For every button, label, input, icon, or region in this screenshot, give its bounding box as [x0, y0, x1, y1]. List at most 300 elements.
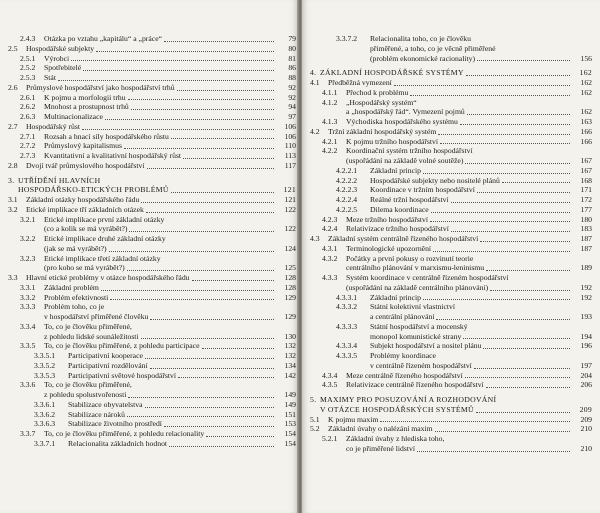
toc-page-number: 80 [288, 43, 296, 53]
toc-entry[interactable] [0, 151, 298, 161]
toc-entry[interactable] [302, 107, 600, 117]
toc-entry[interactable] [302, 34, 600, 44]
toc-section-heading[interactable] [302, 405, 600, 415]
toc-entry[interactable] [0, 283, 298, 293]
toc-entry-title: Dvojí tvář průmyslového hospodářství [26, 160, 145, 170]
toc-entry[interactable] [302, 341, 600, 351]
toc-entry[interactable] [302, 215, 600, 225]
dot-leader [110, 299, 274, 300]
toc-entry[interactable] [302, 371, 600, 381]
toc-entry-title: centrálního plánování v marxismu-leninismu [346, 263, 485, 273]
toc-page-number: 162 [580, 87, 592, 97]
toc-entry[interactable] [0, 161, 298, 171]
toc-entry[interactable] [0, 234, 298, 244]
dot-leader [423, 173, 570, 174]
toc-entry[interactable] [302, 273, 600, 283]
toc-entry-title: a „hospodářský řád“. Vymezení pojmů [346, 107, 465, 117]
toc-page-number: 86 [288, 63, 296, 73]
toc-entry[interactable] [0, 410, 298, 420]
toc-entry-title: Hospodářské subjekty nebo nositelé plánů [370, 175, 500, 185]
toc-entry-number: 5. [310, 395, 317, 404]
toc-entry[interactable] [302, 98, 600, 108]
toc-entry[interactable] [0, 112, 298, 122]
toc-page-number: 154 [284, 438, 296, 448]
toc-entry-title: Počátky a první pokusy o rozvinutí teorie [346, 253, 474, 263]
toc-entry[interactable] [0, 54, 298, 64]
toc-page-number: 106 [284, 121, 296, 131]
toc-entry-number: 3.3.5 [20, 341, 36, 351]
dot-leader [436, 319, 570, 320]
toc-entry-number: 3.3.3 [20, 302, 36, 312]
toc-entry[interactable] [302, 78, 600, 88]
dot-leader [380, 421, 570, 422]
toc-entry-title: Problém efektivnosti [44, 292, 109, 302]
toc-entry-title: K pojmu tržního hospodářství [346, 136, 439, 146]
dot-leader [127, 416, 274, 417]
toc-entry[interactable] [302, 156, 600, 166]
toc-page-number: 124 [284, 243, 296, 253]
dot-leader [127, 270, 274, 271]
toc-entry-number: 3.2.1 [20, 214, 36, 224]
dot-leader [410, 95, 570, 96]
toc-entry[interactable] [302, 322, 600, 332]
toc-entry[interactable] [0, 380, 298, 390]
toc-page-number: 162 [580, 107, 592, 117]
dot-leader [490, 290, 570, 291]
toc-page-number: 163 [580, 117, 592, 126]
toc-entry-title: Reálné tržní hospodářství [370, 195, 449, 204]
toc-entry-title: monopol komunistické strany [370, 331, 462, 341]
toc-entry-number: 3.3.7.1 [34, 438, 56, 448]
toc-page-number: 197 [580, 360, 592, 370]
dot-leader [83, 70, 274, 71]
toc-page-number: 166 [580, 136, 592, 146]
dot-leader [150, 319, 274, 320]
toc-entry-title: z pohledu spolustvořenosti [44, 390, 127, 399]
toc-entry-number: 2.7.1 [20, 131, 36, 141]
toc-entry-number: 4.3.4 [322, 370, 338, 380]
toc-entry[interactable] [0, 293, 298, 303]
toc-page-number: 209 [580, 414, 592, 424]
toc-entry-title: Koordinace v tržním hospodářství [370, 185, 475, 195]
dot-leader [417, 451, 570, 452]
toc-page-number: 154 [284, 429, 296, 438]
toc-entry-number: 4.2.2 [322, 146, 338, 156]
right-page [302, 0, 600, 513]
toc-entry-number: 2.8 [8, 160, 18, 170]
toc-entry-title: (uspořádání na základě centrálního plánování) [346, 282, 489, 292]
toc-entry[interactable] [0, 429, 298, 439]
toc-entry-number: 4.2.4 [322, 224, 338, 234]
toc-page-number: 172 [580, 195, 592, 204]
toc-entry-title: „Hospodářský systém“ [346, 97, 417, 107]
dot-leader [465, 377, 570, 378]
toc-entry[interactable] [0, 141, 298, 151]
dot-leader [423, 299, 570, 300]
toc-entry-title: K pojmu a morfologii trhu [44, 92, 126, 102]
toc-entry[interactable] [302, 312, 600, 322]
toc-entry-title: Rozsah a hnací síly hospodářského růstu [44, 131, 169, 141]
dot-leader [164, 426, 274, 427]
toc-entry[interactable] [0, 263, 298, 273]
toc-entry-title: To, co je člověku přiměřené, [44, 321, 132, 331]
dot-leader [477, 192, 570, 193]
toc-entry-title: Dilema koordinace [370, 204, 429, 214]
toc-entry[interactable] [302, 44, 600, 54]
toc-entry-title: Terminologické upozornění [346, 243, 432, 253]
toc-entry-number: 2.7.3 [20, 151, 36, 160]
toc-entry-number: 2.5 [8, 43, 18, 53]
toc-page-number: 187 [580, 234, 592, 243]
toc-entry-title: Základní systém centrálně řízeného hospodářství [328, 234, 479, 243]
toc-section-heading[interactable] [302, 395, 600, 405]
toc-entry-title: Stabilizace životního prostředí [68, 419, 162, 429]
toc-entry-title: Systém koordinace v centrálně řízeném hospodářství [346, 273, 509, 282]
toc-entry-number: 4.2.2.2 [336, 175, 358, 185]
toc-entry[interactable] [0, 122, 298, 132]
toc-page-number: 113 [284, 151, 296, 160]
toc-entry-number: 4.3.3 [322, 273, 338, 282]
toc-page-number: 81 [288, 53, 296, 63]
toc-page-number: 206 [580, 380, 592, 390]
toc-page-number: 168 [580, 175, 592, 185]
dot-leader [202, 348, 275, 349]
toc-entry-number: 3.3.1 [20, 282, 36, 292]
toc-entry-title: (co a kolik se má vyrábět?) [44, 224, 128, 234]
toc-entry-title: z pohledu lidské sounáležitosti [44, 331, 139, 341]
toc-page-number: 194 [580, 331, 592, 341]
toc-entry-title: Výrobci [44, 53, 70, 63]
toc-entry[interactable] [302, 302, 600, 312]
toc-page-number: 210 [580, 443, 592, 453]
toc-entry-title: Relacionalita toho, co je člověku [370, 34, 471, 43]
dot-leader [206, 436, 274, 437]
toc-page-number: 153 [284, 419, 296, 429]
toc-entry-title: K pojmu maxim [328, 414, 379, 424]
toc-page-number: 129 [284, 312, 296, 321]
dot-leader [71, 60, 274, 61]
toc-page-number: 149 [284, 399, 296, 409]
toc-page-number: 92 [288, 82, 296, 92]
toc-page-number: 92 [288, 92, 296, 102]
toc-page-number: 166 [580, 126, 592, 136]
toc-page-number: 192 [580, 282, 592, 292]
dot-leader [192, 280, 274, 281]
toc-page-number: 151 [284, 409, 296, 419]
toc-entry[interactable] [302, 434, 600, 444]
toc-entry[interactable] [302, 54, 600, 64]
toc-entry[interactable] [0, 195, 298, 205]
toc-entry[interactable] [302, 117, 600, 127]
toc-entry-number: 4.3.3.3 [336, 321, 358, 331]
toc-entry[interactable] [302, 263, 600, 273]
toc-entry-title: Participativní kooperace [68, 351, 143, 360]
toc-entry-number: 2.7 [8, 121, 18, 131]
toc-entry[interactable] [302, 224, 600, 234]
toc-section-heading[interactable] [302, 68, 600, 78]
toc-entry-title: MAXIMY PRO POSUZOVÁNÍ A ROZHODOVÁNÍ [320, 395, 497, 404]
toc-entry-number: 4.1.3 [322, 117, 338, 126]
toc-entry-title: a centrální plánování [370, 312, 435, 321]
toc-entry[interactable] [302, 234, 600, 244]
dot-leader [466, 75, 570, 76]
toc-entry[interactable] [302, 137, 600, 147]
toc-entry-title: Spotřebitelé [44, 63, 82, 73]
dot-leader [150, 368, 274, 369]
toc-entry[interactable] [0, 273, 298, 283]
toc-page-number: 167 [580, 156, 592, 165]
toc-entry-number: 4.2.2.3 [336, 185, 358, 195]
toc-entry-number: 4.2.2.1 [336, 165, 358, 175]
dot-leader [141, 202, 274, 203]
toc-entry[interactable] [302, 424, 600, 434]
toc-entry-number: 2.5.3 [20, 73, 36, 82]
toc-entry-number: 3.3 [8, 273, 18, 282]
toc-entry[interactable] [302, 244, 600, 254]
toc-entry-number: 3.3.6.3 [34, 419, 56, 429]
toc-entry-title: Stabilizace obyvatelstva [68, 399, 143, 409]
dot-leader [438, 134, 570, 135]
toc-entry-title: Hospodářské subjekty [26, 43, 95, 53]
toc-page-number: 196 [580, 341, 592, 351]
dot-leader [486, 270, 570, 271]
dot-leader [101, 290, 274, 291]
dot-leader [433, 251, 570, 252]
toc-page-number: 121 [283, 185, 296, 195]
toc-entry-number: 2.5.1 [20, 53, 36, 63]
toc-entry-title: Relacionalita základních hodnot [68, 438, 168, 448]
toc-entry[interactable] [0, 93, 298, 103]
toc-entry[interactable] [302, 380, 600, 390]
toc-entry[interactable] [0, 312, 298, 322]
dot-leader [128, 99, 274, 100]
toc-page-number: 128 [284, 273, 296, 282]
dot-leader [141, 338, 274, 339]
toc-entry-number: 2.4.3 [20, 34, 36, 43]
toc-page-number: 210 [580, 424, 592, 434]
toc-page-number: 122 [284, 204, 296, 214]
toc-entry-title: v centrálně řízeném hospodářství [370, 360, 472, 370]
toc-entry-title: (pro koho se má vyrábět?) [44, 263, 125, 273]
toc-entry[interactable] [302, 88, 600, 98]
toc-page-number: 128 [284, 282, 296, 292]
toc-entry[interactable] [302, 166, 600, 176]
toc-entry[interactable] [0, 34, 298, 44]
toc-entry[interactable] [302, 127, 600, 137]
toc-entry-number: 3.3.5.1 [34, 351, 56, 360]
toc-entry-title: Hlavní etické problémy v otázce hospodářského řádu [26, 273, 190, 282]
toc-entry[interactable] [0, 361, 298, 371]
toc-page-number: 121 [284, 195, 296, 204]
toc-entry[interactable] [0, 302, 298, 312]
toc-entry-title: Přechod k problému [346, 87, 409, 97]
toc-entry-number: 4.2.2.5 [336, 204, 358, 214]
toc-entry[interactable] [0, 390, 298, 400]
toc-page-number: 189 [580, 263, 592, 273]
toc-entry-title: Předběžná vymezení [328, 78, 392, 87]
toc-entry-number: 2.6.2 [20, 102, 36, 112]
toc-entry[interactable] [302, 332, 600, 342]
dot-leader [128, 397, 274, 398]
toc-entry-title: Participativní rozdělování [68, 360, 148, 370]
dot-leader [463, 338, 570, 339]
dot-leader [474, 368, 570, 369]
toc-entry-number: 3.3.5.3 [34, 370, 56, 380]
toc-entry-number: 3.3.7 [20, 429, 36, 438]
toc-entry-number: 4.2.1 [322, 136, 338, 146]
toc-entry-title: Problémy koordinace [370, 351, 436, 360]
right-toc-list [302, 34, 600, 454]
toc-page-number: 193 [580, 312, 592, 321]
toc-entry[interactable] [0, 205, 298, 215]
toc-entry[interactable] [0, 63, 298, 73]
toc-page-number: 125 [284, 263, 296, 273]
toc-entry-number: 5.1 [310, 414, 320, 424]
toc-entry-title: To, co je člověku přiměřené, z pohledu participace [44, 341, 200, 351]
toc-page-number: 187 [580, 243, 592, 253]
toc-page-number: 132 [284, 341, 296, 351]
toc-page-number: 192 [580, 292, 592, 302]
toc-entry[interactable] [302, 254, 600, 264]
toc-entry[interactable] [302, 176, 600, 186]
toc-entry-title: Kvantitativní a kvalitativní hospodářský růst [44, 151, 182, 160]
toc-entry-number: 2.6 [8, 82, 18, 92]
toc-entry[interactable] [0, 224, 298, 234]
toc-entry-number: 3.3.6 [20, 380, 36, 390]
toc-entry[interactable] [0, 322, 298, 332]
toc-entry-title: Stát [44, 73, 56, 82]
toc-page-number: 97 [288, 112, 296, 121]
toc-page-number: 88 [288, 73, 296, 82]
dot-leader [451, 231, 570, 232]
toc-entry-title: Etické implikace druhé základní otázky [44, 234, 166, 243]
toc-entry[interactable] [0, 102, 298, 112]
toc-page-number: 162 [579, 68, 592, 78]
dot-leader [394, 85, 570, 86]
toc-entry-number: 2.6.1 [20, 92, 36, 102]
toc-page-number: 171 [580, 185, 592, 195]
toc-entry-number: 4.3.3.5 [336, 351, 358, 360]
toc-entry[interactable] [0, 419, 298, 429]
toc-entry-number: 4.3.1 [322, 243, 338, 253]
toc-entry[interactable] [0, 244, 298, 254]
toc-entry[interactable] [0, 132, 298, 142]
toc-entry[interactable] [0, 341, 298, 351]
toc-section-heading[interactable] [0, 185, 298, 195]
dot-leader [451, 202, 570, 203]
toc-entry-title: Otázka po vztahu „kapitálu“ a „práce“ [44, 34, 163, 43]
toc-entry-title: Státní kolektivní vlastnictví [370, 302, 455, 312]
dot-leader [476, 412, 570, 413]
toc-entry-title: Multinacionalizace [44, 112, 103, 121]
toc-entry[interactable] [302, 185, 600, 195]
toc-entry-number: 3.3.4 [20, 321, 36, 331]
dot-leader [440, 143, 570, 144]
toc-entry-number: 4. [310, 68, 317, 78]
toc-entry-title: Subjekt hospodářství a nositel plánu [370, 341, 482, 351]
toc-page-number: 177 [580, 204, 592, 214]
toc-entry-number: 4.3.2 [322, 253, 338, 263]
toc-entry-number: 4.2.3 [322, 214, 338, 224]
toc-entry-title: Etické implikace první základní otázky [44, 214, 165, 224]
dot-leader [467, 114, 570, 115]
toc-entry-title: Průmyslový kapitalismus [44, 141, 122, 151]
toc-section-heading[interactable] [0, 176, 298, 186]
toc-entry[interactable] [0, 44, 298, 54]
dot-leader [502, 182, 570, 183]
toc-entry-number: 4.3.5 [322, 380, 338, 390]
toc-entry[interactable] [0, 215, 298, 225]
dot-leader [147, 168, 274, 169]
toc-entry[interactable] [0, 371, 298, 381]
toc-entry-title: Základní otázky hospodářského řádu [26, 195, 140, 204]
toc-entry-number: 5.2.1 [322, 434, 338, 443]
toc-entry[interactable] [0, 83, 298, 93]
toc-entry-number: 3. [8, 175, 15, 185]
toc-entry-title: Stabilizace nároků [68, 409, 125, 419]
toc-entry-title: UTŘÍDĚNÍ HLAVNÍCH [18, 175, 101, 185]
toc-page-number: 94 [288, 102, 296, 112]
toc-entry[interactable] [302, 293, 600, 303]
toc-entry-title: Mnohost a prostupnost trhů [44, 102, 129, 112]
toc-entry-number: 3.3.5.2 [34, 360, 56, 370]
toc-entry-title: Meze tržního hospodářství [346, 214, 428, 224]
dot-leader [169, 446, 274, 447]
toc-entry[interactable] [302, 361, 600, 371]
left-page [0, 0, 298, 513]
toc-entry[interactable] [302, 444, 600, 454]
toc-entry-title: Základní princip [370, 292, 422, 302]
toc-entry-title: Základní úvahy o nalézání maxim [328, 424, 433, 434]
toc-entry[interactable] [302, 415, 600, 425]
toc-entry-number: 2.5.2 [20, 63, 36, 73]
toc-entry[interactable] [302, 351, 600, 361]
toc-entry-number: 4.1.2 [322, 97, 338, 107]
toc-entry[interactable] [302, 283, 600, 293]
toc-entry[interactable] [0, 332, 298, 342]
toc-entry-number: 3.1 [8, 195, 18, 204]
toc-entry[interactable] [0, 400, 298, 410]
dot-leader [483, 348, 570, 349]
dot-leader [146, 212, 274, 213]
dot-leader [431, 212, 570, 213]
toc-entry-title: Tržní základní hospodářský systém [328, 126, 437, 136]
toc-entry-number: 3.3.2 [20, 292, 36, 302]
toc-page-number: 122 [284, 224, 296, 234]
toc-entry[interactable] [0, 73, 298, 83]
toc-page-number: 183 [580, 224, 592, 234]
dot-leader [178, 377, 274, 378]
dot-leader [164, 41, 274, 42]
toc-entry[interactable] [302, 195, 600, 205]
toc-entry[interactable] [0, 439, 298, 449]
dot-leader [435, 431, 570, 432]
toc-page-number: 162 [580, 78, 592, 87]
toc-entry[interactable] [0, 254, 298, 264]
dot-leader [480, 241, 570, 242]
toc-entry-title: v hospodářství přiměřené člověku [44, 312, 149, 321]
toc-entry[interactable] [0, 351, 298, 361]
toc-entry[interactable] [302, 205, 600, 215]
toc-entry-number: 3.2.3 [20, 253, 36, 263]
toc-entry-number: 4.2 [310, 126, 320, 136]
dot-leader [177, 90, 274, 91]
toc-entry-number: 2.7.2 [20, 141, 36, 151]
toc-entry-title: Průmyslové hospodářství jako hospodářství trhů [26, 82, 175, 92]
dot-leader [109, 251, 274, 252]
toc-entry[interactable] [302, 146, 600, 156]
toc-entry-number: 4.1.1 [322, 87, 338, 97]
